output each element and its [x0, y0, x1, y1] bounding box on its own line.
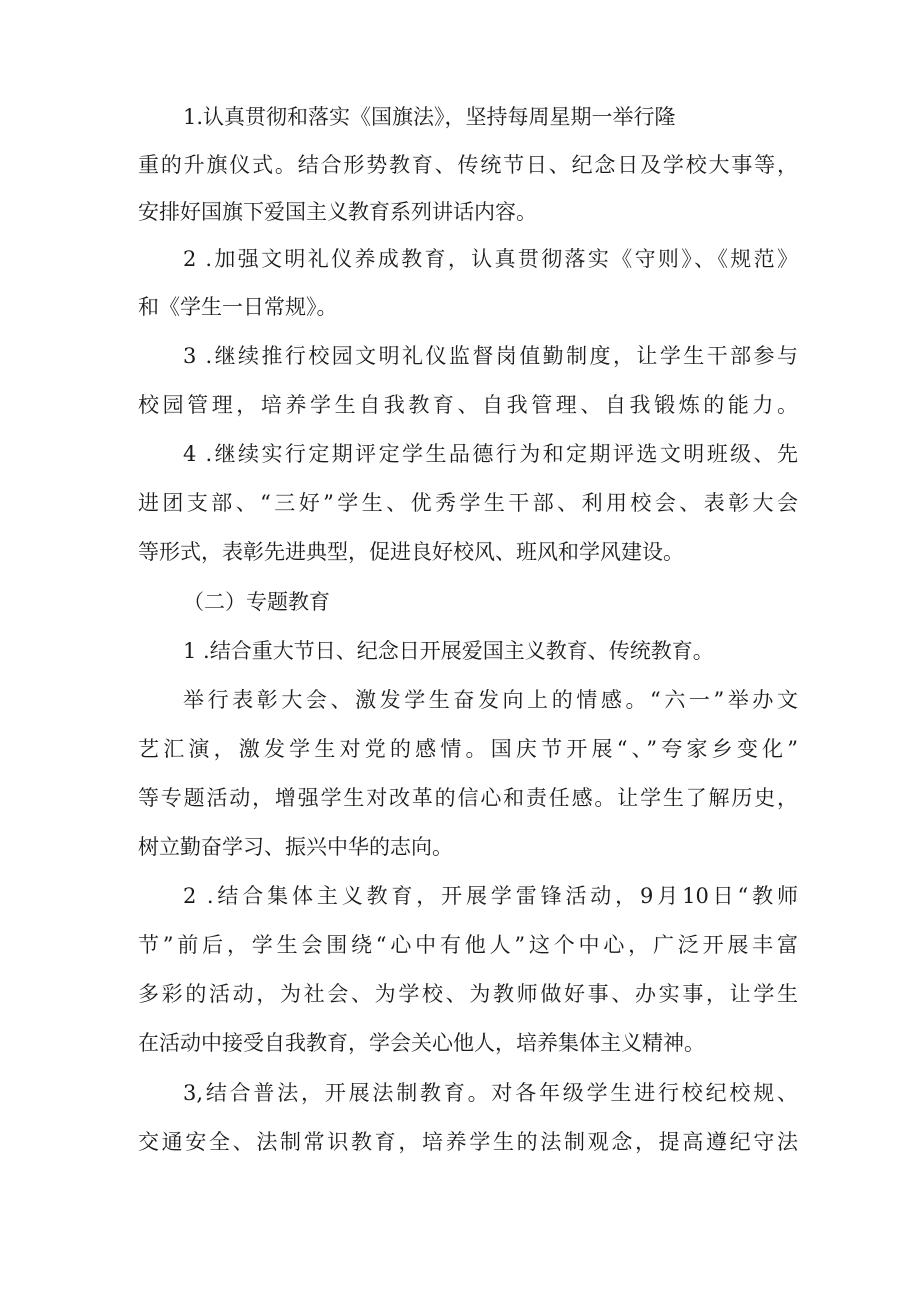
text-line: 1.认真贯彻和落实《国旗法》，坚持每周星期一举行隆	[183, 105, 676, 129]
text-line: 等形式，表彰先进典型，促进良好校风、班风和学风建设。	[138, 540, 684, 564]
text-line: 3,结合普法，开展法制教育。对各年级学生进行校纪校规、	[183, 1081, 798, 1105]
text-line: 节”前后，学生会围绕“心中有他人”这个中心，广泛开展丰富	[138, 933, 798, 957]
text-line: 交通安全、法制常识教育，培养学生的法制观念，提高遵纪守法	[138, 1130, 798, 1154]
text-line: 重的升旗仪式。结合形势教育、传统节日、纪念日及学校大事等，	[138, 153, 798, 177]
text-line: 和《学生一日常规》。	[138, 295, 338, 319]
text-line: 3 .继续推行校园文明礼仪监督岗值勤制度，让学生干部参与	[183, 344, 798, 368]
text-line: 树立勤奋学习、振兴中华的志向。	[138, 835, 453, 859]
text-line: 举行表彰大会、激发学生奋发向上的情感。“六一”举办文	[183, 688, 798, 712]
text-line: 1 .结合重大节日、纪念日开展爱国主义教育、传统教育。	[183, 639, 714, 663]
section-heading: （二）专题教育	[183, 590, 330, 614]
text-line: 多彩的活动，为社会、为学校、为教师做好事、办实事，让学生	[138, 982, 798, 1006]
text-line: 艺汇演，激发学生对党的感情。国庆节开展“、”夸家乡变化”	[138, 737, 798, 761]
text-line: 安排好国旗下爱国主义教育系列讲话内容。	[138, 200, 537, 224]
text-line: 4 .继续实行定期评定学生品德行为和定期评选文明班级、先	[183, 442, 798, 466]
text-line: 校园管理，培养学生自我教育、自我管理、自我锻炼的能力。	[138, 393, 798, 417]
text-line: 在活动中接受自我教育，学会关心他人，培养集体主义精神。	[138, 1031, 705, 1055]
text-line: 等专题活动，增强学生对改革的信心和责任感。让学生了解历史，	[138, 786, 798, 810]
text-line: 进团支部、“三好”学生、优秀学生干部、利用校会、表彰大会	[138, 491, 798, 515]
text-line: 2 .加强文明礼仪养成教育，认真贯彻落实《守则》、《规范》	[183, 247, 798, 271]
text-line: 2 .结合集体主义教育，开展学雷锋活动，9月10日“教师	[183, 884, 798, 908]
